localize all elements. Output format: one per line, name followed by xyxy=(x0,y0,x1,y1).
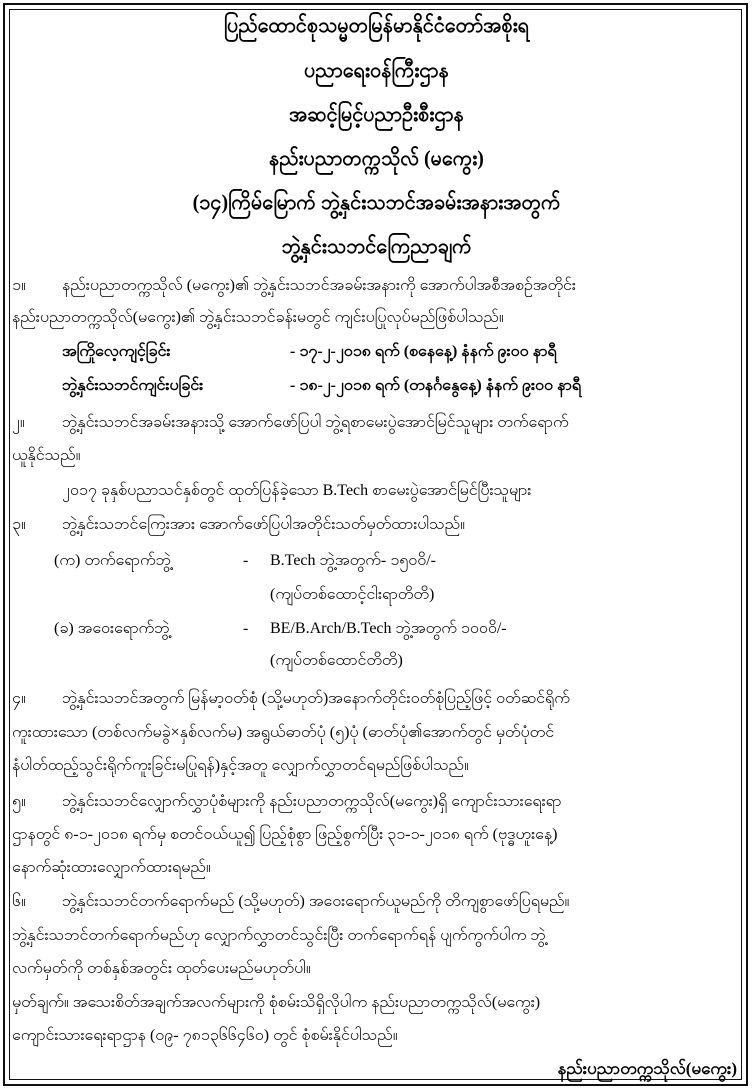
section-3-number: ၃။ xyxy=(12,516,26,533)
signature: နည်းပညာတက္ကသိုလ်(မကွေး) xyxy=(557,1059,737,1078)
section-4-number: ၄။ xyxy=(12,690,26,707)
section-5-line-2: ဌာနတွင် ၈-၁-၂၀၁၈ ရက်မှ စတင်ဝယ်ယူ၍ ပြည့်စုံစွာ ဖြည့်စွက်ပြီး ၃၁-၁-၂၀၁၈ ရက် (ဗုဒ္ဓဟူးနေ့) xyxy=(12,826,558,843)
fee-absentia-label: (ခ) အဝေးရောက်ဘွဲ့ xyxy=(54,620,170,637)
fee-absentia-dash: - xyxy=(243,620,249,637)
header-convocation: (၁၄)ကြိမ်မြောက် ဘွဲ့နှင်းသဘင်အခမ်းအနားအတွက် xyxy=(192,190,561,214)
schedule-ceremony-label: ဘွဲ့နှင်းသဘင်ကျင်းပခြင်း xyxy=(62,377,204,394)
schedule-ceremony-date: - ၁၈-၂-၂၀၁၈ ရက် (တနင်္ဂနွေနေ့) နံနက် ၉း၀၀ နာရီ xyxy=(290,377,582,394)
section-6-number: ၆။ xyxy=(12,893,26,910)
section-1-line-2: နည်းပညာတက္ကသိုလ်(မကွေး)၏ ဘွဲ့နှင်းသဘင်ခန်းမတွင် ကျင်းပပြုလုပ်မည်ဖြစ်ပါသည်။ xyxy=(12,309,504,326)
fee-absentia-amount: BE/B.Arch/B.Tech ဘွဲ့အတွက် ၁၀၀၀ိ/- xyxy=(270,620,507,637)
section-4-line-1: ဘွဲ့နှင်းသဘင်အတွက် မြန်မာ့ဝတ်စုံ (သို့မဟုတ်)အနောက်တိုင်းဝတ်စုံပြည့်ဖြင့် ဝတ်ဆင်ရိုက် xyxy=(62,690,570,707)
section-3-line-1: ဘွဲ့နှင်းသဘင်ကြေးအား အောက်ဖော်ပြပါအတိုင်းသတ်မှတ်ထားပါသည်။ xyxy=(62,516,465,533)
section-6-line-2: ဘွဲ့နှင်းသဘင်တက်ရောက်မည်ဟု လျှောက်လွှာတင်သွင်းပြီး တက်ရောက်ရန် ပျက်ကွက်ပါက ဘွဲ့ xyxy=(12,927,546,944)
schedule-rehearsal-date: - ၁၇-၂-၂၀၁၈ ရက် (စနေနေ့) နံနက် ၉း၀၀ နာရီ xyxy=(290,343,557,360)
fee-attend-label: (က) တက်ရောက်ဘွဲ့ xyxy=(54,552,172,569)
note-line-1: မှတ်ချက်။ အသေးစိတ်အချက်အလက်များကို စုံစမ်းသိရှိလိုပါက နည်းပညာတက္ကသိုလ်(မကွေး) xyxy=(12,994,541,1011)
section-1-line-1: နည်းပညာတက္ကသိုလ် (မကွေး)၏ ဘွဲ့နှင်းသဘင်အခမ်းအနားကို အောက်ပါအစီအစဉ်အတိုင်း xyxy=(62,277,576,294)
note-line-2: ကျောင်းသားရေးရာဌာန (၀၉- ၇၈၁၃၆၆၄၆၀) တွင် စုံစမ်းနိုင်ပါသည်။ xyxy=(12,1027,398,1044)
section-2-line-2: ယူနိုင်သည်။ xyxy=(12,447,81,464)
section-2-number: ၂။ xyxy=(12,414,25,431)
section-5-number: ၅။ xyxy=(12,793,26,810)
section-6-line-1: ဘွဲ့နှင်းသဘင်တက်ရောက်မည် (သို့မဟုတ်) အဝေးရောက်ယူမည်ကို တိကျစွာဖော်ပြရမည်။ xyxy=(62,893,570,910)
header-department: အဆင့်မြင့်ပညာဦးစီးဌာန xyxy=(289,102,464,126)
fee-attend-note: (ကျပ်တစ်ထောင့်ငါးရာတိတိ) xyxy=(270,586,435,603)
section-6-line-3: လက်မှတ်ကို တစ်နှစ်အတွင်း ထုတ်ပေးမည်မဟုတ်ပါ။ xyxy=(12,960,311,977)
section-1-number: ၁။ xyxy=(12,277,26,294)
fee-attend-dash: - xyxy=(243,552,249,569)
header-government: ပြည်ထောင်စုသမ္မတမြန်မာနိုင်ငံတော်အစိုးရ xyxy=(223,13,530,37)
section-2-line-1: ဘွဲ့နှင်းသဘင်အခမ်းအနားသို့ အောက်ဖော်ပြပါ ဘွဲ့ရစာမေးပွဲအောင်မြင်သူများ တက်ရောက် xyxy=(62,414,569,431)
section-4-line-3: နံပါတ်ထည့်သွင်းရိုက်ကူးခြင်းမပြုရန်)နှင့်အတူ လျှောက်လွှာတင်ရမည်ဖြစ်ပါသည်။ xyxy=(12,757,469,774)
header-announcement-title: ဘွဲ့နှင်းသဘင်ကြေညာချက် xyxy=(281,234,472,258)
section-5-line-1: ဘွဲ့နှင်းသဘင်လျှောက်လွှာပုံစံများကို နည်းပညာတက္ကသိုလ်(မကွေး)ရှိ ကျောင်းသားရေးရာ xyxy=(62,793,562,810)
fee-absentia-note: (ကျပ်တစ်ထောင်တိတိ) xyxy=(270,652,403,669)
section-2-line-3: ၂၀၁၇ ခုနှစ်ပညာသင်နှစ်တွင် ထုတ်ပြန်ခဲ့သော B.Tech စာမေးပွဲအောင်မြင်ပြီးသူများ xyxy=(62,482,532,499)
header-ministry: ပညာရေးဝန်ကြီးဌာန xyxy=(304,58,449,82)
section-4-line-2: ကူးထားသော (တစ်လက်မခွဲ×နှစ်လက်မ) အရွယ်ဓာတ်ပုံ (၅)ပုံ (ဓာတ်ပုံ၏အောက်တွင် မှတ်ပုံတင် xyxy=(12,724,555,741)
section-5-line-3: နောက်ဆုံးထားလျှောက်ထားရမည်။ xyxy=(12,859,211,876)
fee-attend-amount: B.Tech ဘွဲ့အတွက်- ၁၅၀၀ိ/- xyxy=(270,552,436,569)
schedule-rehearsal-label: အကြိုလေ့ကျင့်ခြင်း xyxy=(62,343,171,360)
header-university: နည်းပညာတက္ကသိုလ် (မကွေး) xyxy=(269,146,484,170)
